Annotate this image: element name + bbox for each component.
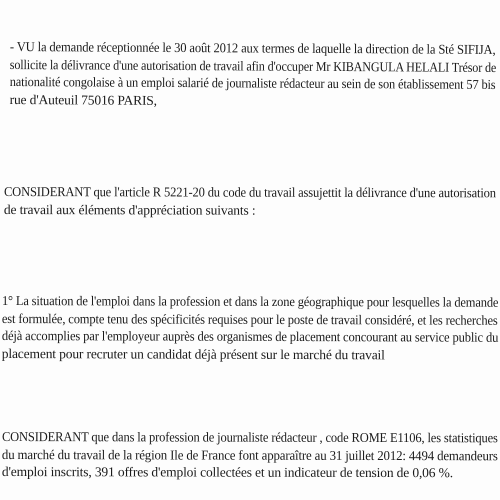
paragraph-vu-demande <box>10 38 496 111</box>
text-line: du marché du travail de la région Ile de France font apparaître au 31 juillet 2012: 4494 demandeurs <box>1 446 498 463</box>
text-line: d'emploi inscrits, 391 offres d'emploi collectées et un indicateur de tension de 0,06 %. <box>1 463 453 481</box>
text-line: est formulée, compte tenu des spécificités requises pour le poste de travail considéré, et les recherches <box>1 310 498 328</box>
text-line: 1° La situation de l'emploi dans la profession et dans la zone géographique pour lesquelles la demande <box>1 293 499 310</box>
text-line: de travail aux éléments d'appréciation suivants : <box>3 201 256 218</box>
text-line: - VU la demande réceptionnée le 30 août 2012 aux termes de laquelle la direction de la Sté SIFIJA, <box>9 38 496 57</box>
text-line: CONSIDERANT que l'article R 5221-20 du code du travail assujettit la délivrance d'une autorisation <box>3 184 496 201</box>
text-line: CONSIDERANT que dans la profession de journaliste rédacteur , code ROME E1106, les statistiques <box>1 429 498 446</box>
text-line: sollicite la délivrance d'une autorisation de travail afin d'occuper Mr KIBANGULA HELALI Trésor de <box>9 56 497 75</box>
text-line: déjà accomplies par l'employeur auprès des organismes de placement concourant au service public du <box>1 327 499 345</box>
text-line: rue d'Auteuil 75016 PARIS, <box>9 91 157 108</box>
paragraph-situation-emploi <box>2 292 498 364</box>
text-line: placement pour recruter un candidat déjà présent sur le marché du travail <box>1 345 385 362</box>
paragraph-considerant-article <box>4 183 496 219</box>
paragraph-considerant-statistiques <box>2 428 498 482</box>
text-line: nationalité congolaise à un emploi salarié de journaliste rédacteur au sein de son établissement 57 bis <box>9 73 496 92</box>
